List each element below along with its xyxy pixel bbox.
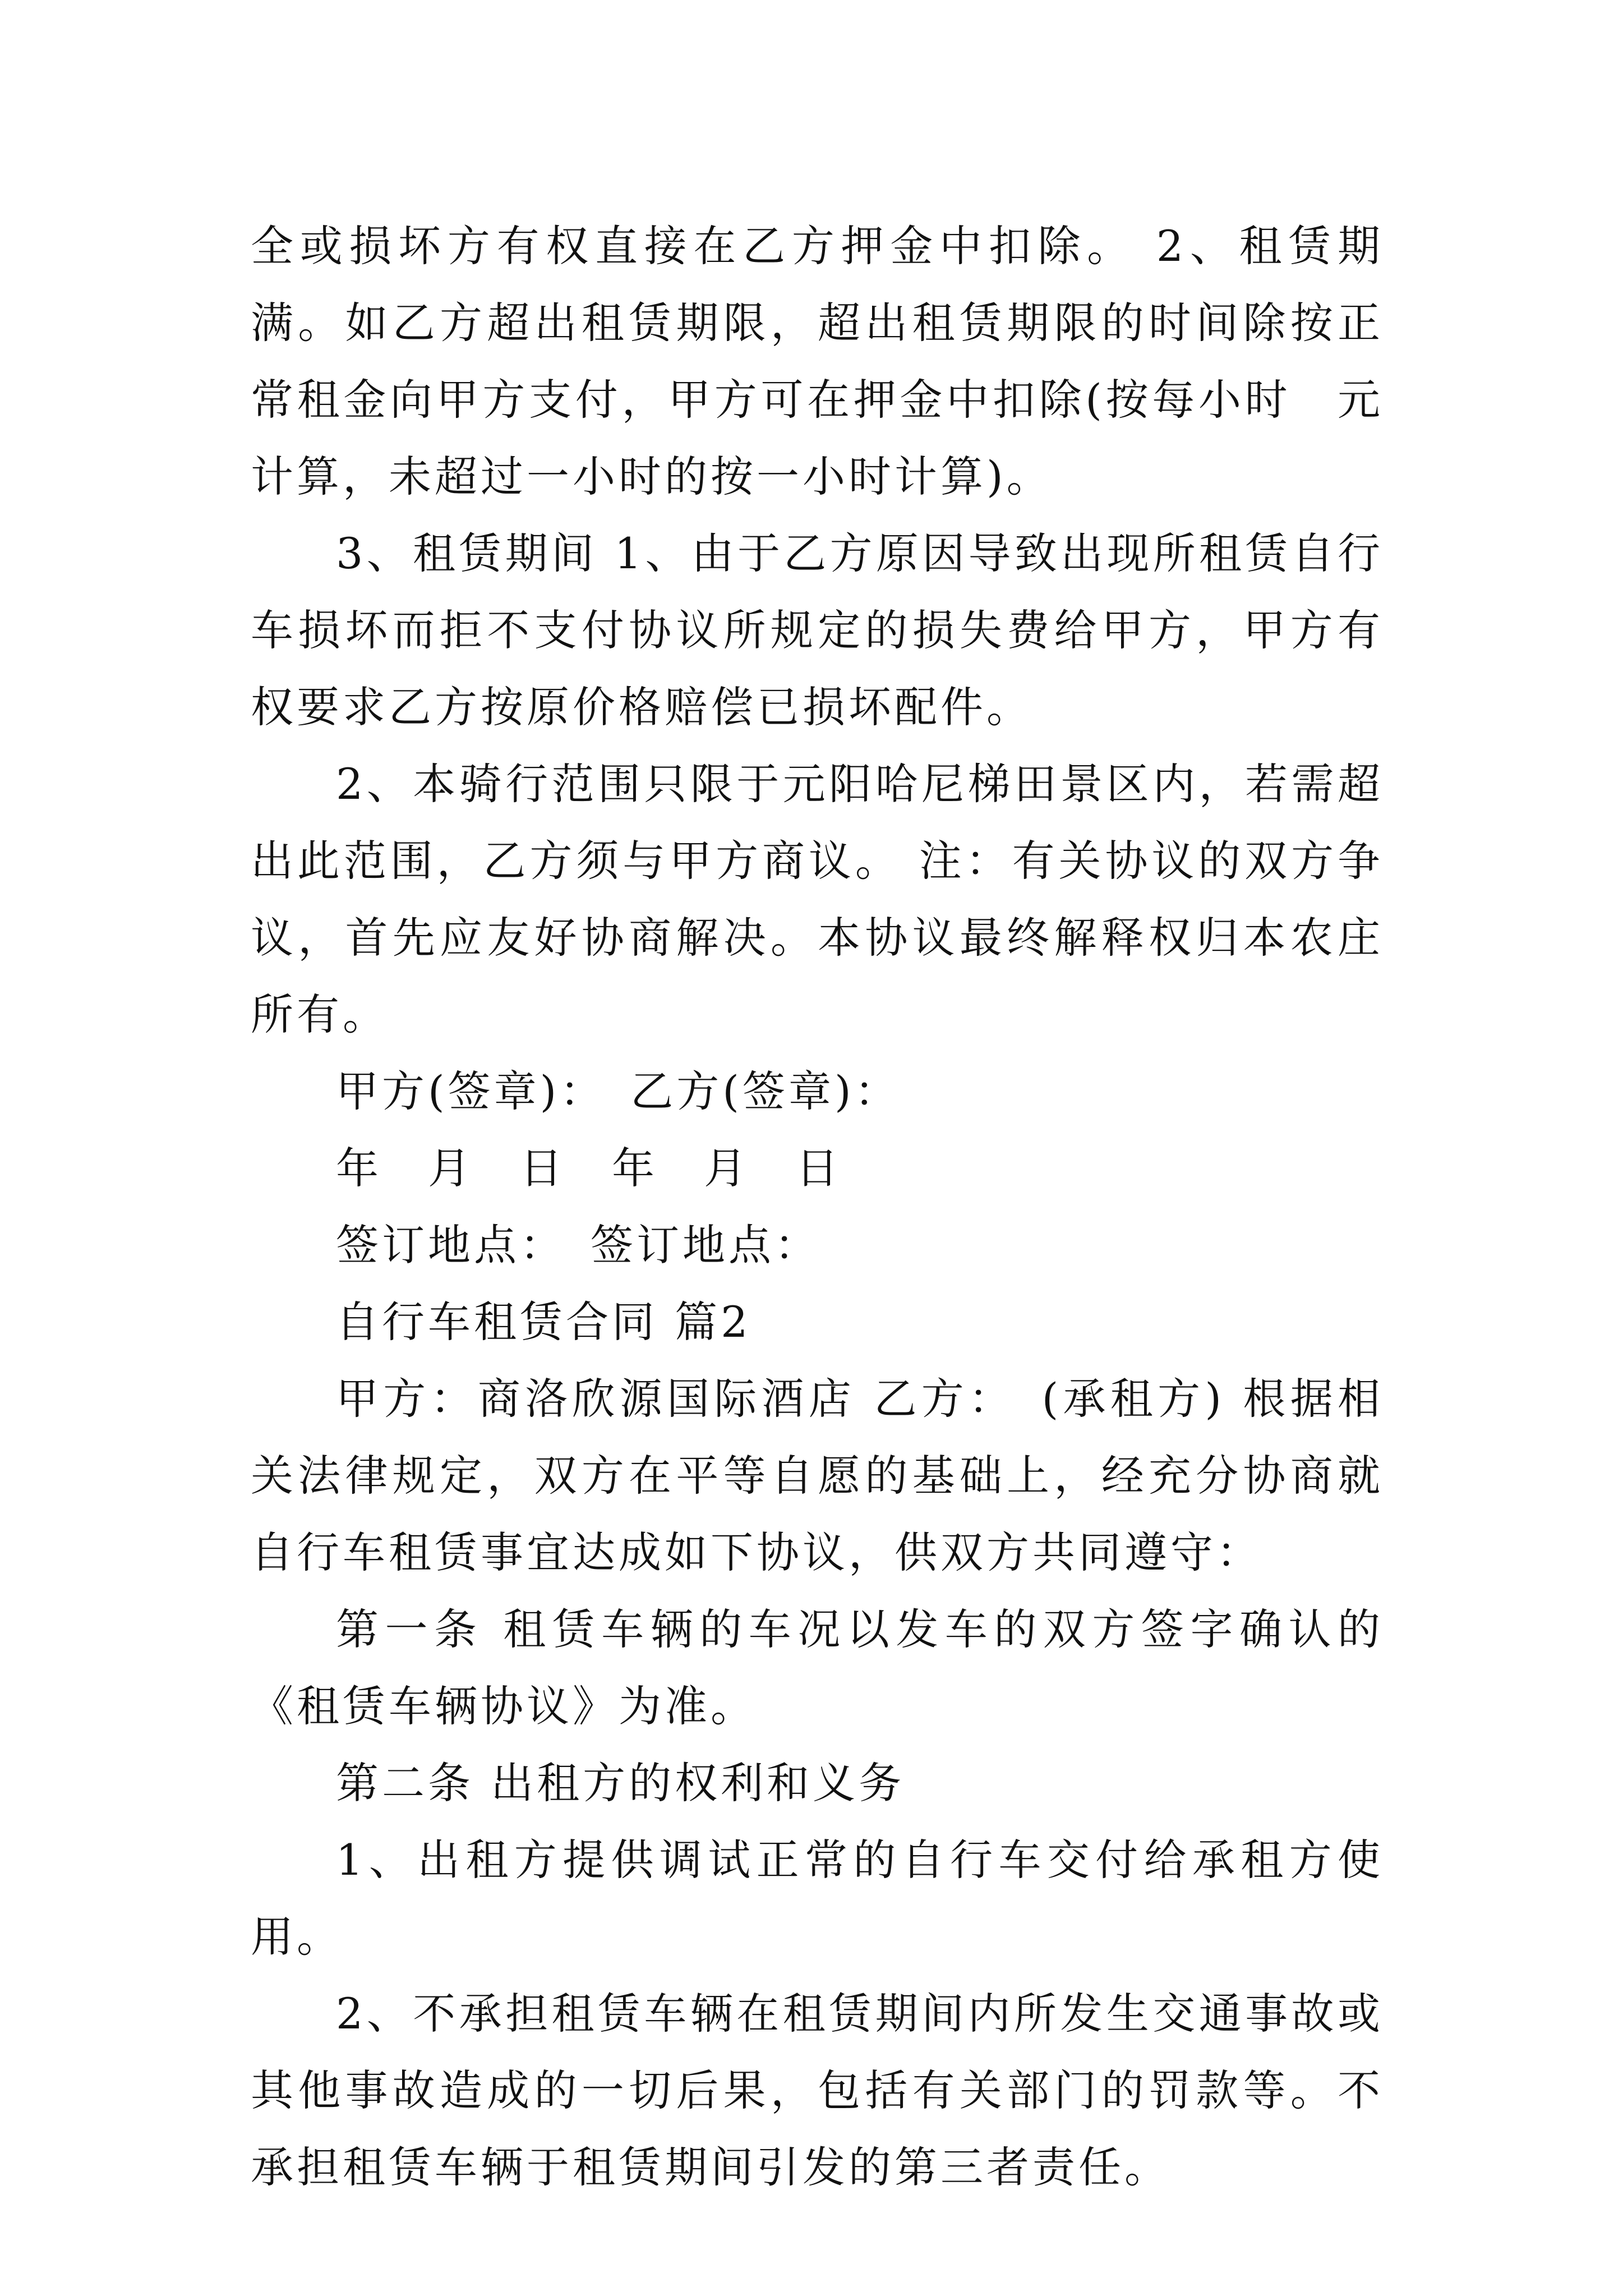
- date-line: 年 月 日 年 月 日: [336, 1143, 842, 1193]
- article-2-item-2: 2、不承担租赁车辆在租赁期间内所发生交通事故或其他事故造成的一切后果，包括有关部门的罚款等。不承担租赁车辆于租赁期间引发的第三者责任。: [251, 1989, 1384, 2192]
- signature-line: 甲方(签章)： 乙方(签章)：: [336, 1066, 901, 1116]
- paragraph-riding-range: 2、本骑行范围只限于元阳哈尼梯田景区内，若需超出此范围，乙方须与甲方商议。 注：有关协议的双方争议，首先应友好协商解决。本协议最终解释权归本农庄所有。: [251, 759, 1384, 1039]
- contract-title-2: 自行车租赁合同 篇2: [336, 1297, 751, 1347]
- article-2-item-1: 1、出租方提供调试正常的自行车交付给承租方使用。: [251, 1835, 1384, 1962]
- document-page: [251, 208, 1384, 2206]
- signing-place-line: 签订地点： 签订地点：: [336, 1220, 820, 1270]
- article-2-heading: 第二条 出租方的权利和义务: [336, 1758, 905, 1808]
- paragraph-parties: 甲方：商洛欣源国际酒店 乙方： (承租方) 根据相关法律规定，双方在平等自愿的基础上，经充分协商就自行车租赁事宜达成如下协议，供双方共同遵守：: [251, 1374, 1384, 1577]
- paragraph-rental-period-damage: 3、租赁期间 1、由于乙方原因导致出现所租赁自行车损坏而拒不支付协议所规定的损失费给甲方，甲方有权要求乙方按原价格赔偿已损坏配件。: [251, 528, 1384, 732]
- paragraph-deposit-deduction: 全或损坏方有权直接在乙方押金中扣除。 2、租赁期满。如乙方超出租赁期限，超出租赁期限的时间除按正常租金向甲方支付，甲方可在押金中扣除(按每小时 元计算，未超过一小时的按一小时计算)。: [251, 221, 1384, 501]
- article-1: 第一条 租赁车辆的车况以发车的双方签字确认的《租赁车辆协议》为准。: [251, 1604, 1384, 1731]
